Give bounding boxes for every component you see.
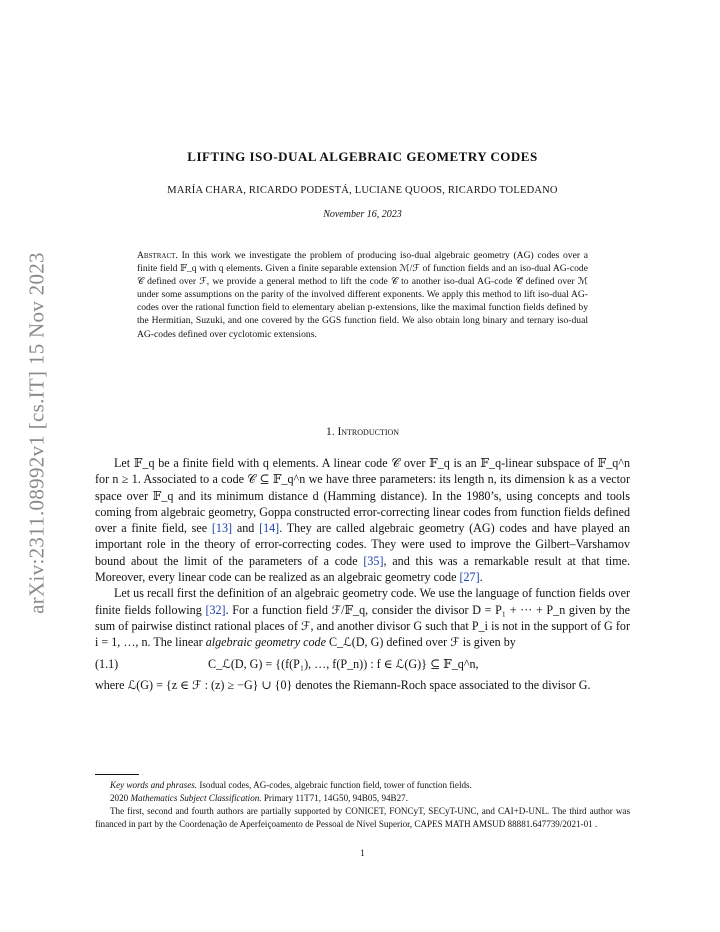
footnotes bbox=[95, 779, 630, 831]
arxiv-identifier: arXiv:2311.08992v1 [cs.IT] 15 Nov 2023 bbox=[24, 251, 49, 614]
footnote-text: Isodual codes, AG-codes, algebraic function field, tower of function fields. bbox=[197, 780, 472, 790]
author-list: MARÍA CHARA, RICARDO PODESTÁ, LUCIANE QUOOS, RICARDO TOLEDANO bbox=[167, 185, 558, 196]
defined-term: algebraic geometry code bbox=[205, 635, 326, 650]
text-run: Let 𝔽_q be a finite field with q elements. A linear code 𝒞 over 𝔽_q is an 𝔽_q-linear subspace of 𝔽_q^n for n ≥ 1. Associated to a code 𝒞 ⊆ 𝔽_q^n we have three parameters: its length n, its dimension k as a vector space over 𝔽_q and its minimum distance d (Hamming distance). In the 1980’s, using concepts and tools coming from algebraic geometry, Goppa constructed error-correcting linear codes from function fields defined over a finite field, see bbox=[95, 456, 630, 536]
footnote-msc bbox=[95, 792, 630, 805]
citation-link[interactable]: [14] bbox=[259, 521, 280, 536]
footnote-label: Mathematics Subject Classification. bbox=[130, 793, 262, 803]
abstract-label: Abstract. bbox=[137, 250, 178, 261]
footnote-keywords bbox=[95, 779, 630, 792]
text-run: . bbox=[479, 570, 483, 585]
text-run: , and this was a remarkable result at that time. Moreover, every linear code can be realized as an algebraic geometry code bbox=[95, 553, 630, 585]
text-run: and bbox=[232, 521, 260, 536]
equation-formula: C_ℒ(D, G) = {(f(P₁), …, f(P_n)) : f ∈ ℒ(G)} ⊆ 𝔽_q^n, bbox=[208, 656, 479, 671]
equation-1-1 bbox=[95, 653, 630, 677]
text-run: . They are called algebraic geometry (AG) codes and have played an important role in the theory of error-correcting codes. They were used to improve the Gilbert–Varshamov bound about the limit of the parameters of a code bbox=[95, 521, 631, 568]
text-run: C_ℒ(D, G) defined over ℱ is given by bbox=[325, 635, 516, 650]
page-number: 1 bbox=[360, 849, 365, 859]
citation-link[interactable]: [13] bbox=[211, 521, 233, 536]
abstract-text: In this work we investigate the problem of producing iso-dual algebraic geometry (AG) codes over a finite field 𝔽_q with q elements. Given a finite separable extension ℳ/ℱ of function fields and an iso-dual AG-code 𝒞 defined over ℱ, we provide a general method to lift the code 𝒞 to another iso-dual AG-code 𝒞̃ defined over ℳ under some assumptions on the parity of the involved different exponents. We apply this method to lift iso-dual AG-codes over the rational function field to elementary abelian p-extensions, like the maximal function fields defined by the Hermitian, Suzuki, and one covered by the GGS function field. We also obtain long binary and ternary iso-dual AG-codes defined over cyclotomic extensions. bbox=[137, 250, 589, 340]
section-heading: 1. Introduction bbox=[325, 426, 400, 438]
footnote-rule bbox=[95, 774, 139, 775]
paragraph-1 bbox=[95, 455, 630, 585]
footnote-label: Key words and phrases. bbox=[110, 780, 198, 790]
paper-date: November 16, 2023 bbox=[323, 209, 402, 220]
paragraph-3: where ℒ(G) = {z ∈ ℱ : (z) ≥ −G} ∪ {0} denotes the Riemann-Roch space associated to the divisor G. bbox=[95, 677, 591, 692]
footnote-funding: The first, second and fourth authors are partially supported by CONICET, FONCyT, SECyT-UNC, and CAI+D-UNL. The third author was financed in part by the Coordenação de Aperfeiçoamento de Pessoal de Nível Superior, CAPES MATH AMSUD 88881.647739/2021-01 . bbox=[95, 806, 630, 829]
text-run: Let us recall first the definition of an algebraic geometry code. We use the language of function fields over finite fields following bbox=[95, 586, 630, 617]
paper-title: LIFTING ISO-DUAL ALGEBRAIC GEOMETRY CODES bbox=[187, 149, 538, 164]
arxiv-stamp bbox=[22, 230, 52, 635]
abstract bbox=[137, 249, 588, 341]
citation-link[interactable]: [35] bbox=[363, 553, 384, 568]
equation-number: (1.1) bbox=[95, 656, 119, 671]
citation-link[interactable]: [32] bbox=[205, 602, 226, 617]
body-text bbox=[95, 455, 630, 693]
text-run: . For a function field ℱ/𝔽_q, consider the divisor D = P₁ + ··· + P_n given by the sum of pairwise distinct rational places of ℱ, and another divisor G such that P_i is not in the support of G for i = 1, …, n. The linear bbox=[95, 602, 630, 650]
paragraph-2 bbox=[95, 585, 630, 650]
citation-link[interactable]: [27] bbox=[459, 570, 480, 585]
footnote-text: 2020 bbox=[110, 793, 131, 803]
footnote-text: Primary 11T71, 14G50, 94B05, 94B27. bbox=[261, 793, 408, 803]
